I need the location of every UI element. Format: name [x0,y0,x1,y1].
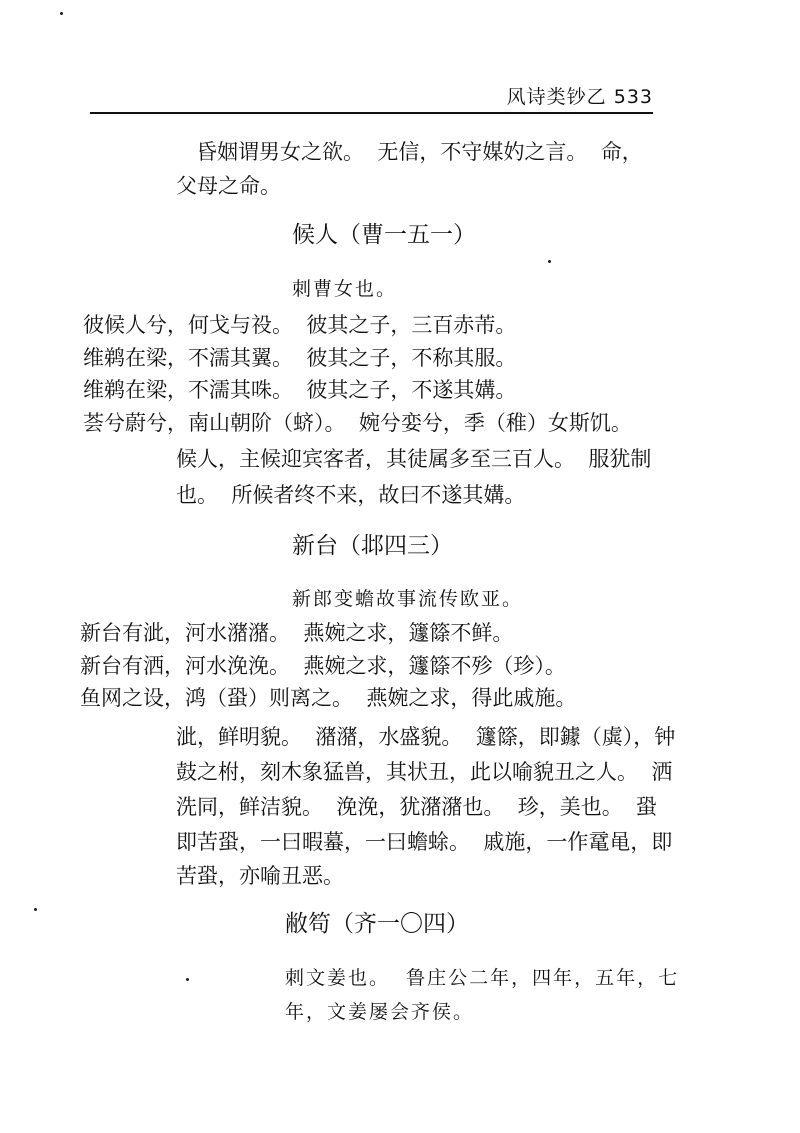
header-rule [90,112,653,114]
poem-line: 维鹈在梁，不濡其咮。 彼其之子，不遂其媾。 [83,378,517,402]
commentary-line: 鼓之柎，刻木象猛兽，其状丑，此以喻貌丑之人。 洒 [176,760,673,784]
commentary-line: 也。 所候者终不来，故曰不遂其媾。 [176,483,526,507]
header-gap [607,86,614,108]
page-number: 533 [613,86,653,108]
print-speck [60,12,63,15]
section-heading: 候人（曹一五一） [292,222,476,248]
page-header [90,82,653,114]
commentary-line: 泚，鲜明貌。 潴潴，水盛貌。 籧篨，即鐻（虡），钟 [176,725,676,749]
section-preface: 刺文姜也。 鲁庄公二年，四年，五年，七 [285,967,680,989]
print-speck [548,260,551,263]
commentary-line: 洗同，鲜洁貌。 浼浼，犹潴潴也。 珍，美也。 蛩 [176,795,658,819]
section-preface: 刺曹女也。 [292,278,398,300]
section-heading: 新台（邶四三） [292,533,453,559]
running-title: 风诗类钞乙 [506,86,607,108]
poem-line: 鱼网之设，鸿（蛩）则离之。 燕婉之求，得此戚施。 [80,686,577,710]
commentary-line: 候人，主候迎宾客者，其徒属多至三百人。 服犹制 [176,447,652,471]
poem-line: 维鹈在梁，不濡其翼。 彼其之子，不称其服。 [83,346,517,370]
header-text [507,82,653,109]
poem-line: 新台有泚，河水潴潴。 燕婉之求，籧篨不鲜。 [80,621,514,645]
section-preface: 新郎变蟾故事流传欧亚。 [292,588,524,610]
poem-line: 荟兮蔚兮，南山朝阶（蛴）。 婉兮娈兮，季（稚）女斯饥。 [83,411,632,435]
section-heading: 敝笱（齐一〇四） [285,911,469,937]
print-speck [34,908,37,911]
commentary-line: 即苦蛩，一曰暇蟇，一曰蟾蜍。 戚施，一作鼋黾，即 [176,830,673,854]
section-preface: 年，文姜屡会齐侯。 [285,1001,475,1023]
poem-line: 彼候人兮，何戈与祋。 彼其之子，三百赤芾。 [83,313,517,337]
print-speck [186,978,189,981]
poem-line: 新台有洒，河水浼浼。 燕婉之求，籧篨不殄（珍）。 [80,654,566,678]
commentary-line: 昏姻谓男女之欲。 无信，不守媒妁之言。 命， [196,140,643,164]
commentary-line: 父母之命。 [176,174,281,198]
commentary-line: 苦蛩，亦喻丑恶。 [176,864,344,888]
